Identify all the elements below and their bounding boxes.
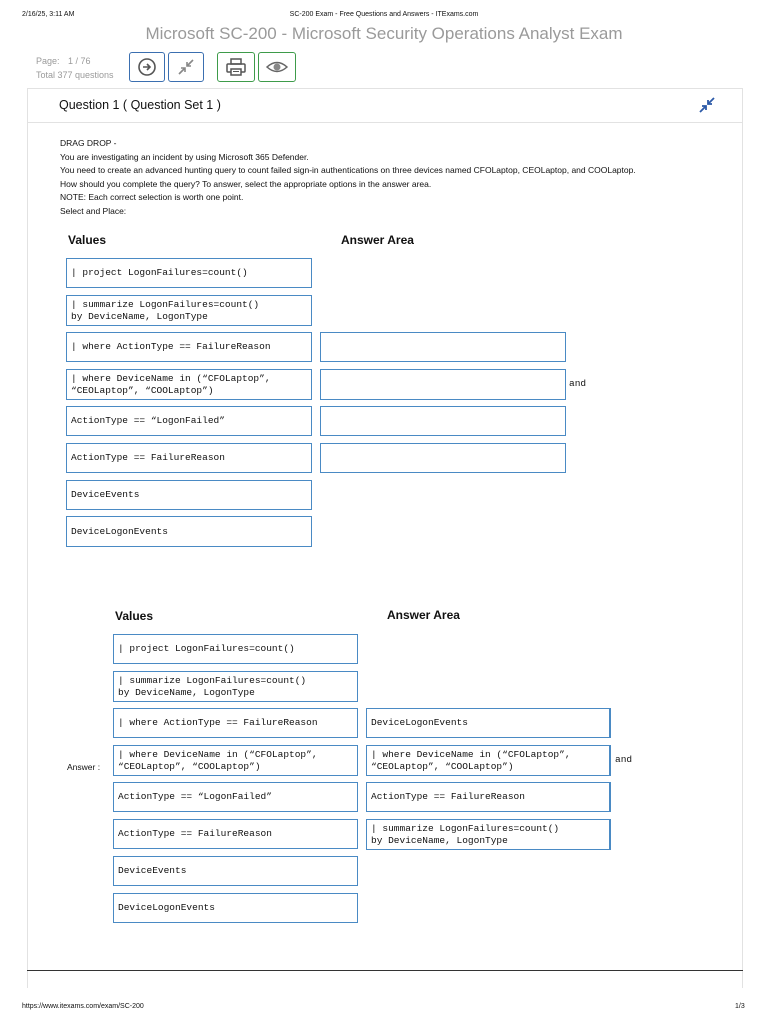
question-line: How should you complete the query? To answer, select the appropriate options in the answer area.: [60, 178, 432, 189]
exhibit-value-item[interactable]: [66, 369, 312, 400]
answer-selection: [366, 745, 611, 776]
answer-value-item: [113, 782, 358, 812]
exhibit-answer-slot[interactable]: [320, 406, 566, 436]
exhibit-answer-slot[interactable]: [320, 443, 566, 473]
question-title: Question 1 ( Question Set 1 ): [59, 98, 221, 112]
question-card-header: [28, 89, 742, 123]
exhibit-and-label: and: [569, 378, 587, 389]
next-page-button[interactable]: [129, 52, 165, 82]
print-datetime: 2/16/25, 3:11 AM: [22, 11, 75, 18]
print-header: [0, 11, 768, 23]
code-line: “CEOLaptop”, “COOLaptop”): [71, 384, 214, 396]
answer-selection: [366, 782, 611, 812]
code-line: | project LogonFailures=count(): [71, 267, 248, 278]
print-doc-title: SC-200 Exam - Free Questions and Answers - ITExams.com: [289, 11, 479, 18]
answer-selection: [366, 819, 611, 850]
question-line: Select and Place:: [60, 205, 127, 216]
answer-label: Answer :: [67, 762, 101, 772]
question-line: NOTE: Each correct selection is worth one point.: [60, 192, 244, 202]
print-page-number: 1/3: [735, 1003, 745, 1010]
question-text: [60, 137, 700, 218]
exhibit-value-item[interactable]: [66, 258, 312, 288]
code-line: ActionType == FailureReason: [118, 828, 272, 839]
printer-icon: [225, 57, 247, 77]
code-line: | summarize LogonFailures=count(): [371, 822, 560, 834]
eye-icon: [265, 58, 289, 76]
question-line: You need to create an advanced hunting query to count failed sign-in authentications on three devices named CFOLaptop, CEOLaptop, and COOLaptop.: [60, 165, 636, 175]
show-answer-button[interactable]: [258, 52, 296, 82]
answer-value-item: [113, 856, 358, 886]
arrow-right-circle-icon: [137, 57, 157, 77]
collapse-arrows-icon: [698, 96, 716, 114]
page-label: Page:: [36, 56, 60, 66]
code-line: DeviceEvents: [71, 489, 140, 500]
exhibit-answer-slot[interactable]: [320, 369, 566, 400]
answer-value-item: [113, 708, 358, 738]
code-line: DeviceLogonEvents: [71, 525, 168, 537]
code-line: by DeviceName, LogonType: [71, 310, 208, 322]
print-url: https://www.itexams.com/exam/SC-200: [22, 1003, 144, 1010]
code-line: ActionType == “LogonFailed”: [71, 415, 225, 426]
code-line: | where ActionType == FailureReason: [118, 717, 318, 728]
exam-title: Microsoft SC-200 - Microsoft Security Operations Analyst Exam: [145, 24, 623, 43]
code-line: | where DeviceName in (“CFOLaptop”,: [371, 748, 571, 760]
answer-and-label: and: [615, 754, 633, 765]
code-line: | where DeviceName in (“CFOLaptop”,: [71, 372, 271, 384]
exhibit-answer-heading: Answer Area: [341, 233, 414, 247]
answer-value-item: [113, 893, 358, 923]
code-line: ActionType == “LogonFailed”: [118, 791, 272, 802]
answer-answer-heading: Answer Area: [387, 608, 460, 622]
collapse-arrows-icon: [176, 57, 196, 77]
code-line: DeviceEvents: [118, 865, 187, 876]
code-line: | where ActionType == FailureReason: [71, 341, 271, 352]
answer-value-item: [113, 745, 358, 776]
exhibit-value-item[interactable]: [66, 443, 312, 473]
code-line: by DeviceName, LogonType: [118, 686, 255, 698]
exhibit-value-item[interactable]: [66, 516, 312, 547]
exhibit-values-heading: Values: [68, 233, 107, 247]
page-value: 1 / 76: [68, 56, 91, 66]
code-line: | summarize LogonFailures=count(): [118, 674, 307, 686]
code-line: | where DeviceName in (“CFOLaptop”,: [118, 748, 318, 760]
code-line: DeviceLogonEvents: [118, 902, 215, 913]
code-line: by DeviceName, LogonType: [371, 834, 508, 846]
code-line: | summarize LogonFailures=count(): [71, 298, 260, 310]
exhibit-value-item[interactable]: [66, 332, 312, 362]
code-line: “CEOLaptop”, “COOLaptop”): [118, 760, 261, 772]
code-line: “CEOLaptop”, “COOLaptop”): [371, 760, 514, 772]
exhibit-answer-slot[interactable]: [320, 332, 566, 362]
answer-value-item: [113, 671, 358, 702]
collapse-question-button[interactable]: [698, 96, 716, 119]
code-line: DeviceLogonEvents: [371, 717, 468, 728]
page-info: [36, 54, 114, 82]
collapse-all-button[interactable]: [168, 52, 204, 82]
answer-selection: [366, 708, 611, 738]
answer-value-item: [113, 819, 358, 849]
question-line: DRAG DROP -: [60, 138, 117, 148]
code-line: ActionType == FailureReason: [371, 791, 525, 802]
total-questions: Total 377 questions: [36, 70, 114, 80]
exhibit-value-item[interactable]: [66, 295, 312, 326]
question-line: You are investigating an incident by using Microsoft 365 Defender.: [60, 151, 309, 162]
exhibit-value-item[interactable]: [66, 480, 312, 510]
answer-values-heading: Values: [115, 609, 154, 623]
code-line: | project LogonFailures=count(): [118, 643, 295, 654]
card-bottom-divider: [27, 970, 743, 971]
code-line: ActionType == FailureReason: [71, 452, 225, 463]
answer-value-item: [113, 634, 358, 664]
exhibit-value-item[interactable]: [66, 406, 312, 436]
print-button[interactable]: [217, 52, 255, 82]
